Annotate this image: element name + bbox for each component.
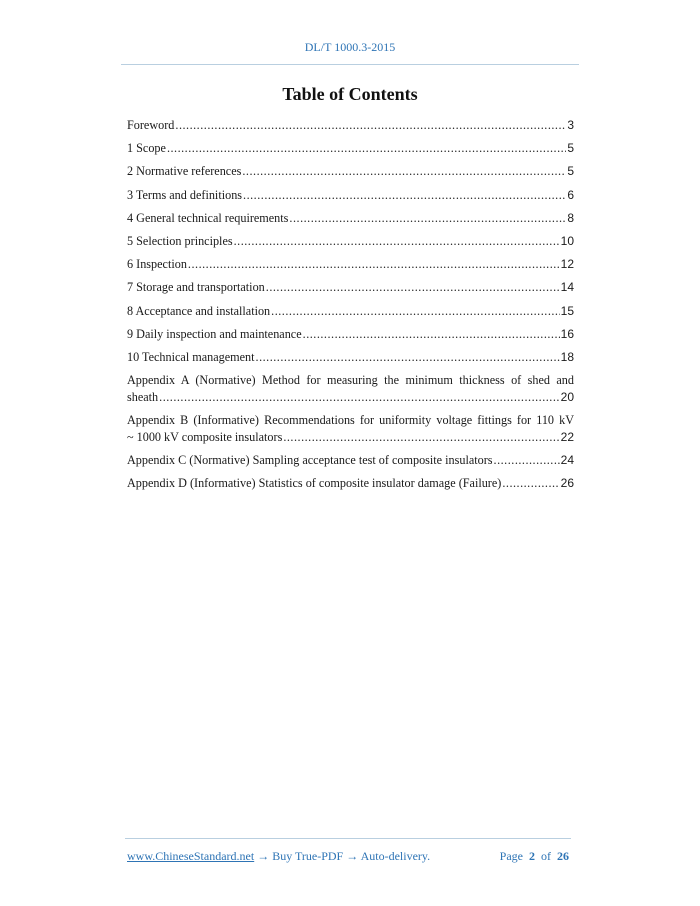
site-link[interactable]: www.ChineseStandard.net — [127, 849, 255, 863]
toc-page-number: 3 — [567, 118, 574, 132]
toc-page-number: 8 — [567, 210, 574, 225]
toc-entry-text: 7 Storage and transportation — [127, 280, 265, 295]
toc-entry-text: 10 Technical management — [127, 349, 255, 364]
footer-left — [127, 849, 430, 864]
header-rule — [121, 64, 579, 65]
dot-leader — [283, 429, 559, 446]
toc-entry-text: 3 Terms and definitions — [127, 187, 243, 202]
dot-leader — [271, 303, 559, 320]
dot-leader — [243, 187, 566, 204]
of-label: of — [541, 849, 551, 863]
arrow-icon: → — [257, 849, 270, 863]
buy-text: Buy True-PDF — [272, 849, 344, 863]
toc-entry[interactable] — [127, 256, 574, 273]
dot-leader — [159, 389, 560, 406]
toc-page-number: 14 — [560, 280, 574, 295]
toc-entry-text: sheath — [127, 390, 159, 405]
current-page: 2 — [529, 849, 535, 863]
toc-page-number: 24 — [560, 453, 574, 468]
toc-entry[interactable] — [127, 279, 574, 296]
toc-entry-text: 2 Normative references — [127, 164, 242, 179]
page-title: Table of Contents — [282, 84, 418, 104]
toc-entry[interactable] — [127, 412, 574, 446]
toc-entry-text: 9 Daily inspection and maintenance — [127, 326, 302, 341]
toc-page-number: 6 — [567, 187, 574, 202]
toc-entry[interactable] — [127, 117, 574, 134]
toc-page-number: 15 — [560, 303, 574, 318]
page-header: DL/T 1000.3-2015 — [304, 40, 396, 54]
toc-entry-text: 1 Scope — [127, 141, 166, 156]
toc-entry-text: Foreword — [127, 118, 175, 132]
delivery-text: Auto-delivery. — [360, 849, 431, 863]
dot-leader — [242, 163, 566, 180]
table-of-contents — [127, 117, 574, 498]
toc-entry-text: 8 Acceptance and installation — [127, 303, 271, 318]
total-pages: 26 — [557, 849, 569, 863]
dot-leader — [188, 256, 560, 273]
toc-entry[interactable] — [127, 349, 574, 366]
toc-entry-text: 6 Inspection — [127, 257, 187, 272]
arrow-icon: → — [346, 849, 359, 863]
toc-entry[interactable] — [127, 233, 574, 250]
toc-entry[interactable] — [127, 140, 574, 157]
toc-page-number: 10 — [560, 233, 574, 248]
toc-entry[interactable] — [127, 326, 574, 343]
toc-page-number: 18 — [560, 349, 574, 364]
toc-page-number: 5 — [567, 141, 574, 156]
toc-page-number: 26 — [560, 476, 574, 491]
page-label: Page — [499, 849, 523, 863]
dot-leader — [167, 140, 566, 157]
footer-rule — [125, 838, 571, 839]
dot-leader — [256, 349, 560, 366]
toc-entry-text: ~ 1000 kV composite insulators — [127, 430, 283, 445]
dot-leader — [502, 475, 559, 492]
dot-leader — [289, 210, 566, 227]
toc-entry[interactable] — [127, 303, 574, 320]
toc-entry-text: Appendix D (Informative) Statistics of composite insulator damage (Failure) — [127, 476, 502, 491]
toc-page-number: 22 — [560, 430, 574, 445]
dot-leader — [175, 117, 566, 134]
toc-entry-text: Appendix A (Normative) Method for measuring the minimum thickness of shed and — [127, 373, 574, 388]
toc-entry-text: Appendix B (Informative) Recommendations for uniformity voltage fittings for 110 kV — [127, 413, 574, 428]
toc-page-number: 12 — [560, 257, 574, 272]
toc-entry[interactable] — [127, 163, 574, 180]
toc-page-number: 16 — [560, 326, 574, 341]
toc-entry-text: Appendix C (Normative) Sampling acceptance test of composite insulators — [127, 453, 493, 468]
toc-entry[interactable] — [127, 452, 574, 469]
toc-entry-text: 5 Selection principles — [127, 233, 233, 248]
toc-entry[interactable] — [127, 187, 574, 204]
toc-entry[interactable] — [127, 372, 574, 406]
toc-entry-text: 4 General technical requirements — [127, 210, 289, 225]
dot-leader — [303, 326, 560, 343]
toc-entry[interactable] — [127, 210, 574, 227]
dot-leader — [494, 452, 560, 469]
dot-leader — [234, 233, 560, 250]
page-number — [500, 849, 569, 864]
toc-page-number: 5 — [567, 164, 574, 179]
toc-entry[interactable] — [127, 475, 574, 492]
dot-leader — [266, 279, 560, 296]
toc-page-number: 20 — [560, 390, 574, 405]
